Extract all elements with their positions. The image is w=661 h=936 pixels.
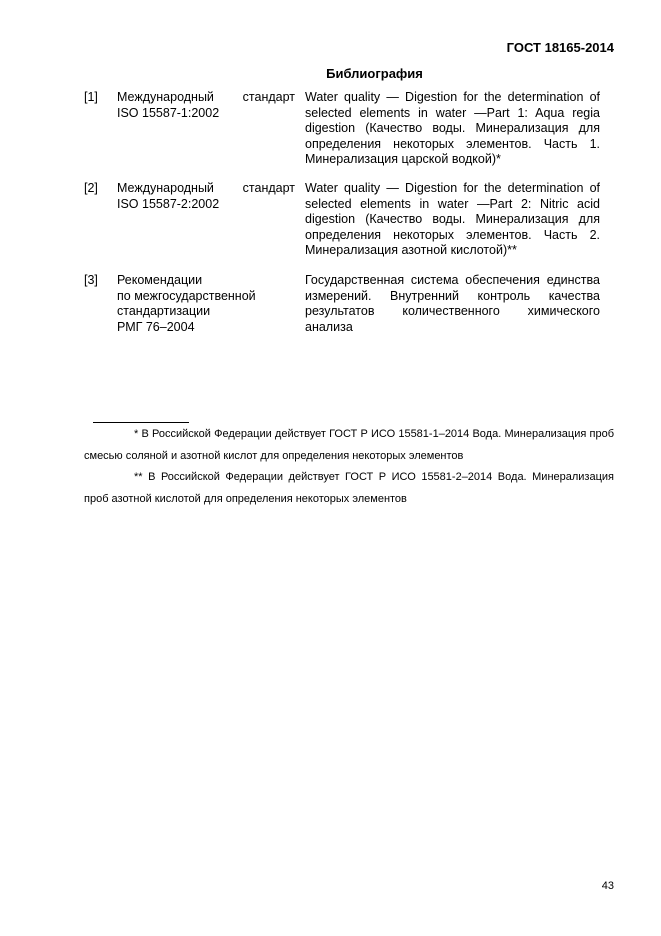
entry-source-line: Рекомендации xyxy=(117,273,203,287)
bibliography-entry xyxy=(84,90,614,170)
entry-number: [2] xyxy=(84,181,98,195)
entry-number: [1] xyxy=(84,90,98,104)
page-number: 43 xyxy=(601,880,614,892)
entry-source-line: РМГ 76–2004 xyxy=(117,319,195,334)
entry-source-line: Международный стандарт xyxy=(117,181,295,195)
bibliography-entry xyxy=(84,273,614,343)
entry-source-line: ISO 15587-2:2002 xyxy=(117,196,220,211)
entry-title: Water quality — Digestion for the determination of selected elements in water —Part 2: Nitric acid digestion (Качество воды. Минерализация для определения некоторых элементов. Часть 2. Минерализация азотной кислотой)** xyxy=(305,181,600,258)
entry-source xyxy=(117,181,295,212)
footnote: ** В Российской Федерации действует ГОСТ Р ИСО 15581-2–2014 Вода. Минерализация проб азотной кислотой для определения некоторых элементов xyxy=(84,471,614,505)
entry-title: Water quality — Digestion for the determination of selected elements in water —Part 1: Aqua regia digestion (Качество воды. Минерализация для определения некоторых элементов. Часть 1. Минерализация царской водкой)* xyxy=(305,90,600,167)
entry-source xyxy=(117,90,295,121)
entry-number: [3] xyxy=(84,273,98,287)
entry-source-line: стандартизации xyxy=(117,304,211,319)
bibliography-title: Библиография xyxy=(326,66,423,81)
entry-title: Государственная система обеспечения единства измерений. Внутренний контроль качества результатов количественного химического анализа xyxy=(305,273,600,334)
entry-source-line: Международный стандарт xyxy=(117,90,295,104)
entry-source-line: по межгосударственной xyxy=(117,288,256,303)
bibliography-entry xyxy=(84,181,614,261)
footnote: * В Российской Федерации действует ГОСТ Р ИСО 15581-1–2014 Вода. Минерализация проб смесью соляной и азотной кислот для определения некоторых элементов xyxy=(84,428,614,462)
entry-source xyxy=(117,273,295,335)
entry-source-line: ISO 15587-1:2002 xyxy=(117,105,220,120)
standard-code: ГОСТ 18165-2014 xyxy=(506,40,614,55)
